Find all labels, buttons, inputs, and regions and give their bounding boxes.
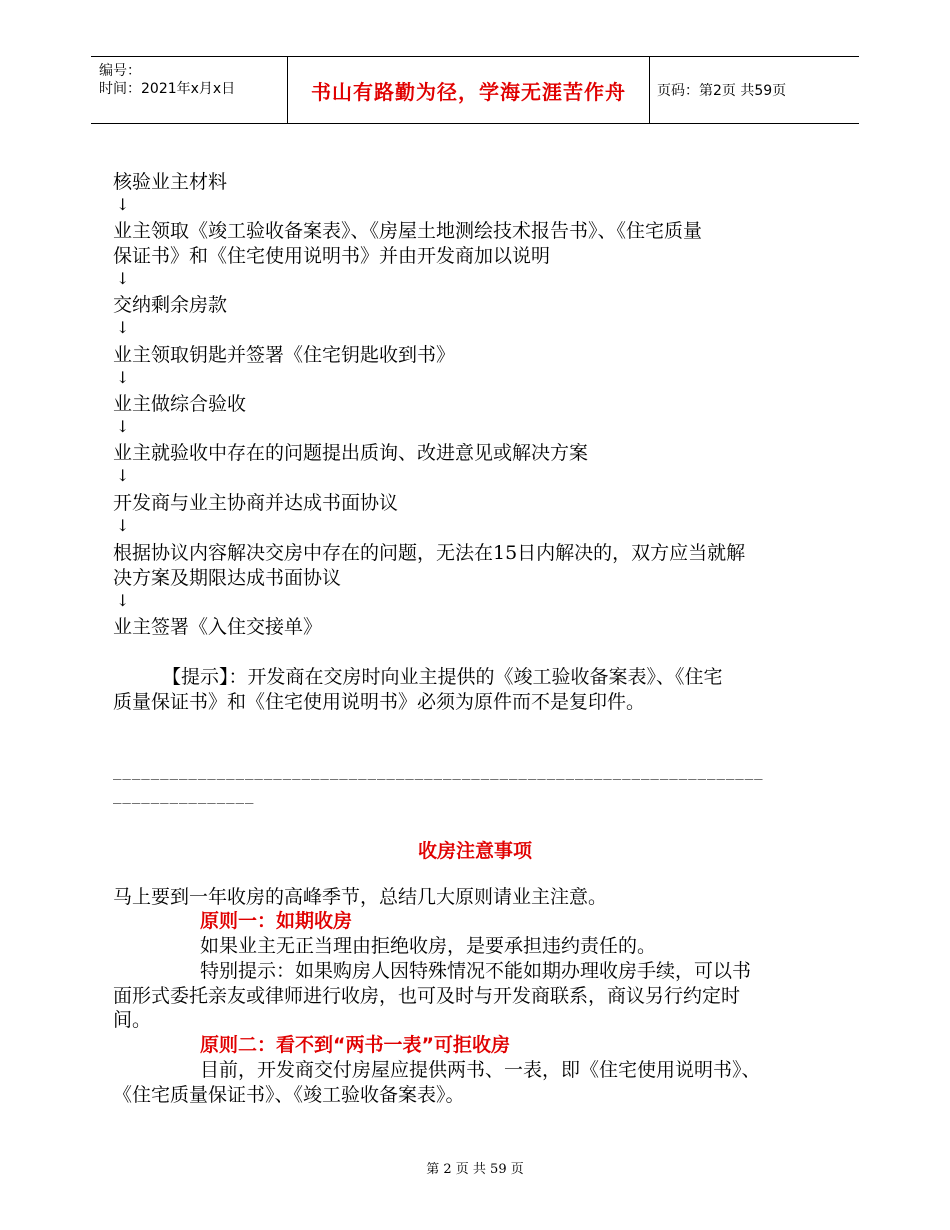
down-arrow-icon: ↓ <box>116 516 130 535</box>
down-arrow-icon: ↓ <box>116 195 130 214</box>
page-footer: 第 2 页 共 59 页 <box>426 1162 524 1177</box>
tip-line: 质量保证书》和《住宅使用说明书》必须为原件而不是复印件。 <box>113 691 646 713</box>
flow-step: 业主签署《入住交接单》 <box>113 616 323 638</box>
down-arrow-icon: ↓ <box>116 591 130 610</box>
section-intro: 马上要到一年收房的高峰季节，总结几大原则请业主注意。 <box>113 886 608 908</box>
paragraph-line: 特别提示：如果购房人因特殊情况不能如期办理收房手续，可以书 <box>200 960 752 982</box>
header-time-label: 时间：2021年x月x日 <box>99 81 236 97</box>
flow-step: 根据协议内容解决交房中存在的问题，无法在15日内解决的，双方应当就解 <box>113 542 746 564</box>
flow-step: 业主领取《竣工验收备案表》、《房屋土地测绘技术报告书》、《住宅质量 <box>113 220 703 242</box>
separator-line: _____________________________________________________________________ <box>113 764 764 780</box>
page-header <box>91 56 859 124</box>
principle-heading: 原则二：看不到“两书一表”可拒收房 <box>200 1034 510 1056</box>
principle-heading: 原则一：如期收房 <box>200 910 353 932</box>
paragraph-line: 面形式委托亲友或律师进行收房，也可及时与开发商联系，商议另行约定时 <box>113 985 741 1007</box>
paragraph-line: 如果业主无正当理由拒绝收房，是要承担违约责任的。 <box>200 935 657 957</box>
paragraph-line: 间。 <box>113 1009 152 1031</box>
section-title: 收房注意事项 <box>417 840 532 862</box>
down-arrow-icon: ↓ <box>116 318 130 337</box>
flow-step: 决方案及期限达成书面协议 <box>113 567 342 589</box>
down-arrow-icon: ↓ <box>116 269 130 288</box>
header-info-cell <box>91 57 287 123</box>
header-divider <box>649 57 650 123</box>
down-arrow-icon: ↓ <box>116 417 130 436</box>
flow-step: 业主就验收中存在的问题提出质询、改进意见或解决方案 <box>113 442 589 464</box>
header-number-label: 编号： <box>99 63 141 79</box>
header-page-label: 页码：第2页 共59页 <box>657 83 787 99</box>
flow-step: 交纳剩余房款 <box>113 294 228 316</box>
flow-step: 开发商与业主协商并达成书面协议 <box>113 492 399 514</box>
tip-line: 【提示】：开发商在交房时向业主提供的《竣工验收备案表》、《住宅 <box>162 666 723 688</box>
header-motto: 书山有路勤为径，学海无涯苦作舟 <box>311 79 626 104</box>
paragraph-line: 《住宅质量保证书》、《竣工验收备案表》。 <box>113 1084 465 1106</box>
paragraph-line: 目前，开发商交付房屋应提供两书、一表，即《住宅使用说明书》、 <box>200 1059 761 1081</box>
down-arrow-icon: ↓ <box>116 466 130 485</box>
flow-step: 保证书》和《住宅使用说明书》并由开发商加以说明 <box>113 245 551 267</box>
flow-step: 业主领取钥匙并签署《住宅钥匙收到书》 <box>113 344 456 366</box>
flow-step: 业主做综合验收 <box>113 393 247 415</box>
separator-line: _______________ <box>113 788 255 804</box>
down-arrow-icon: ↓ <box>116 368 130 387</box>
flow-step: 核验业主材料 <box>113 171 228 193</box>
